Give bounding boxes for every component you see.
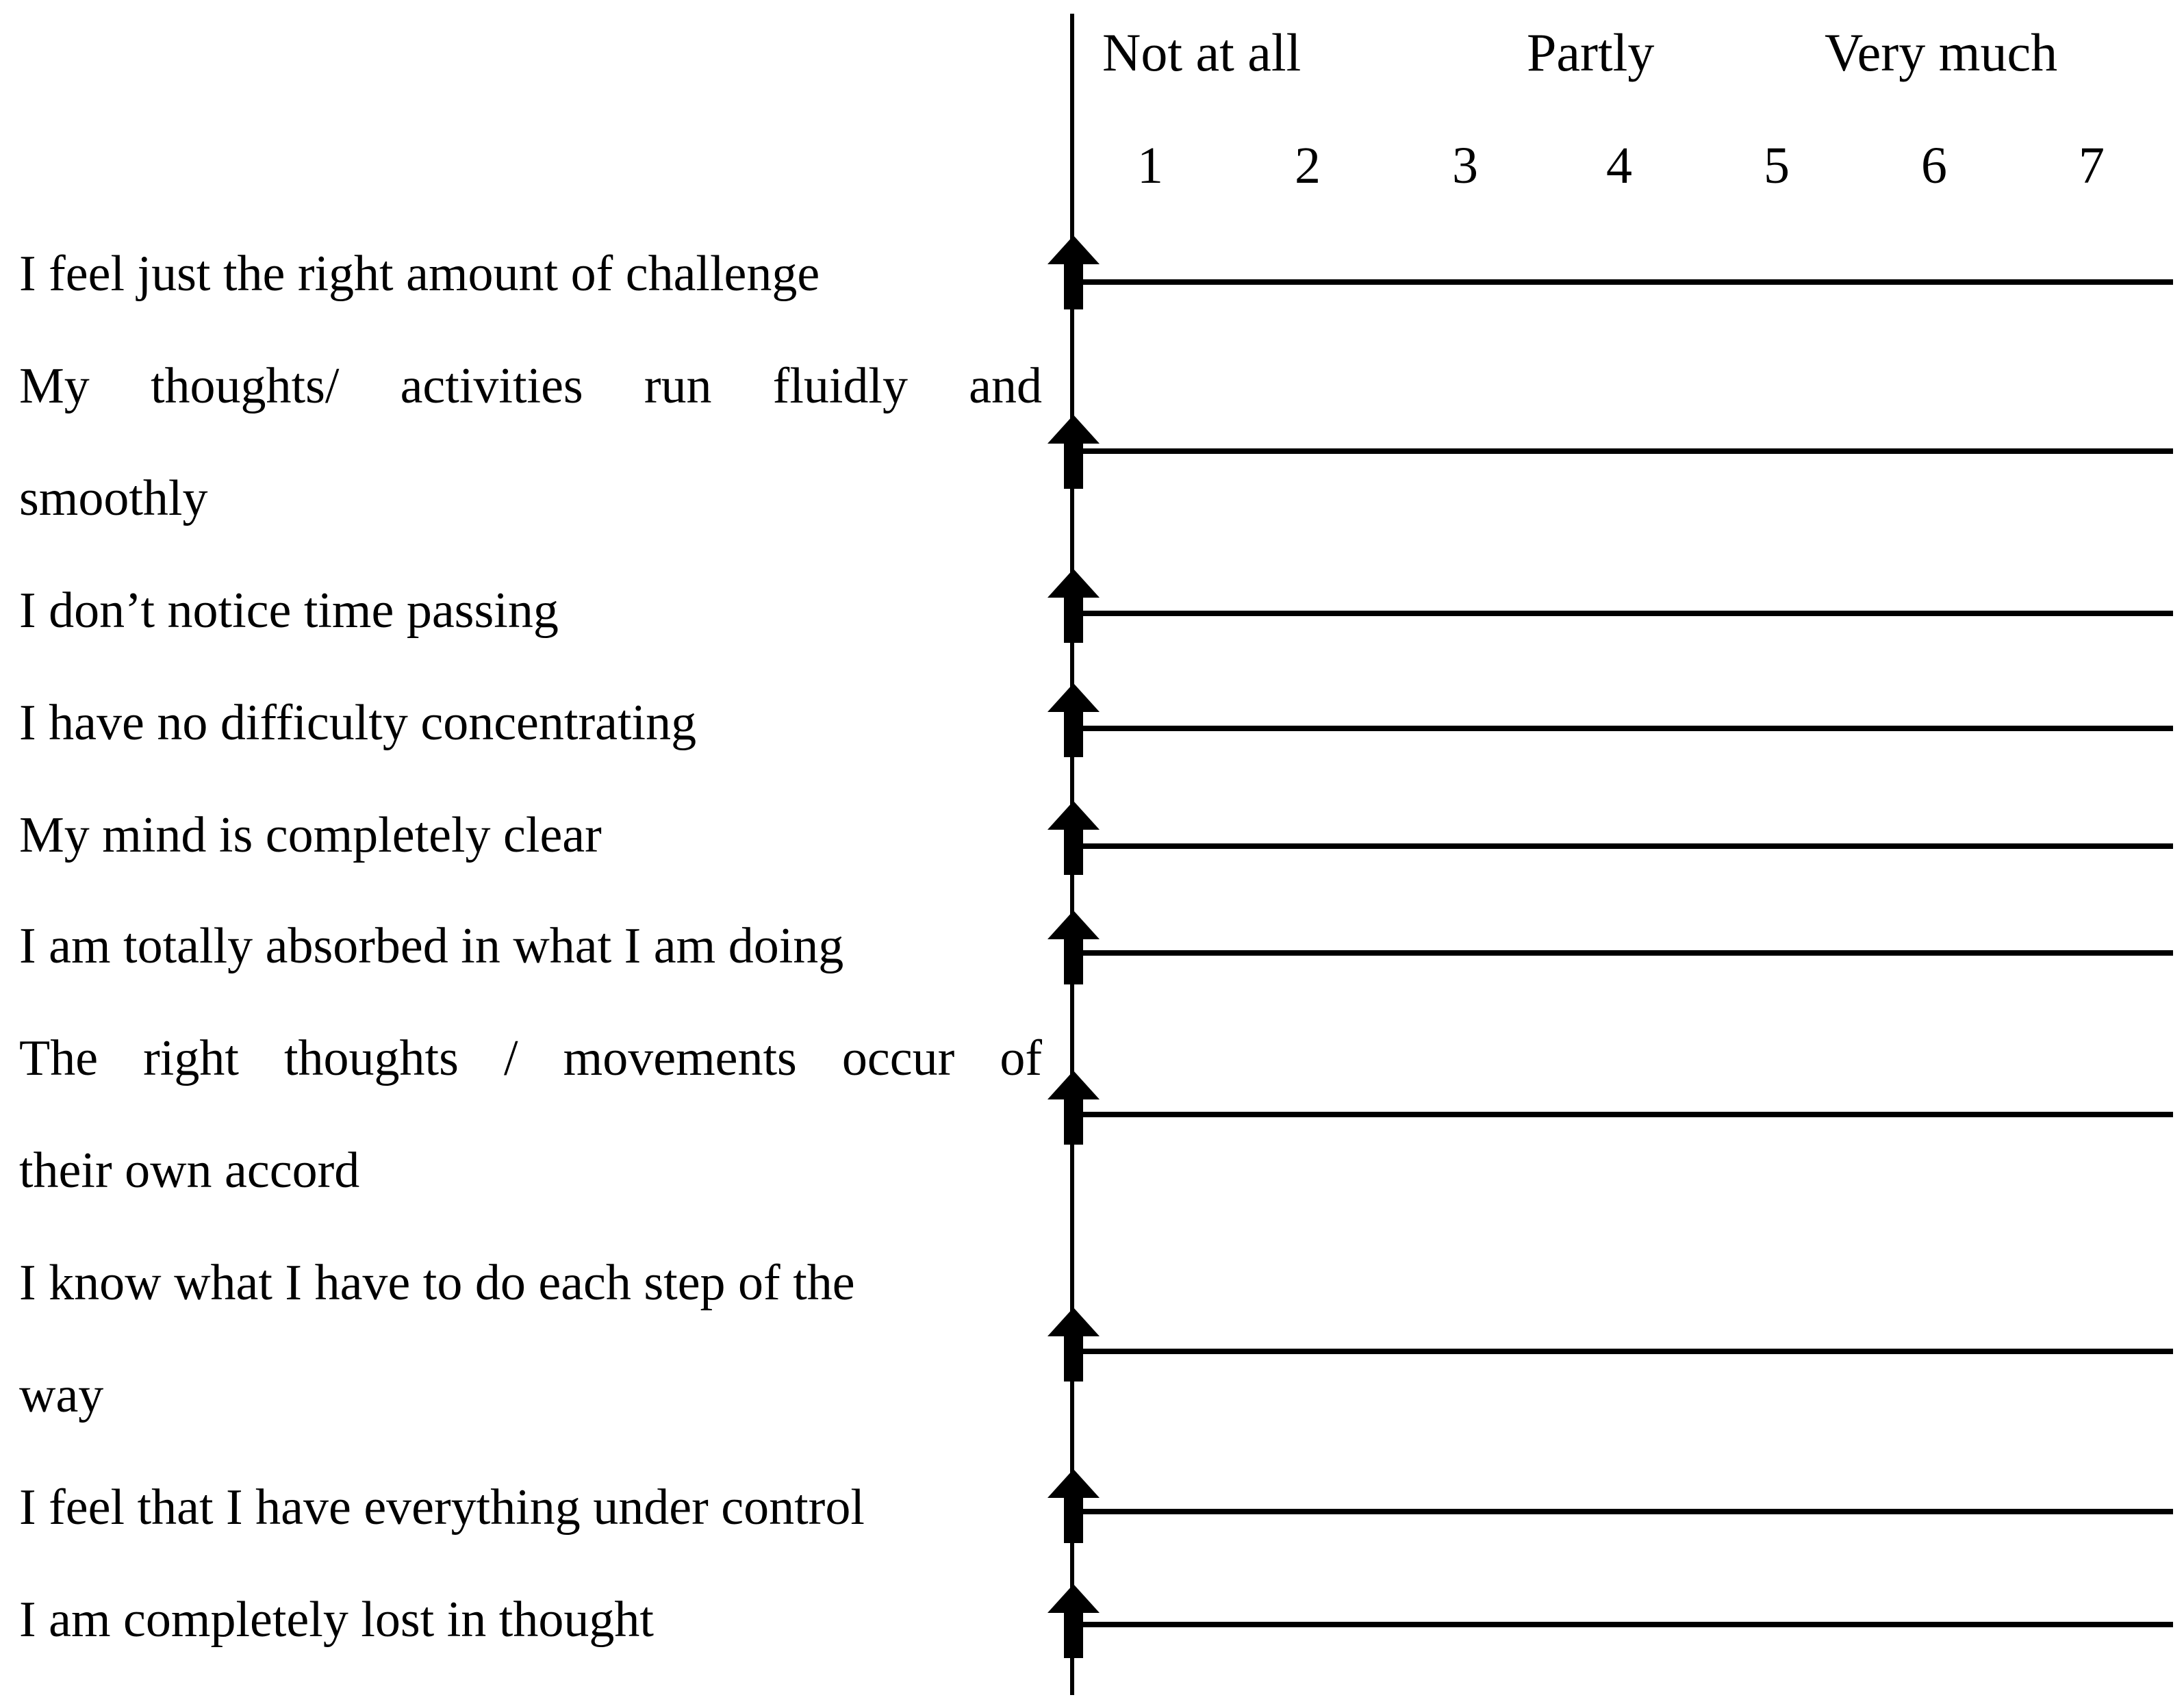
item-6-label: I am totally absorbed in what I am doing <box>19 918 844 974</box>
item-5-rating-line[interactable] <box>1071 843 2173 849</box>
item-4-label: I have no difficulty concentrating <box>19 695 697 751</box>
up-arrow-icon[interactable] <box>1047 1584 1100 1658</box>
item-2-label-line-2: smoothly <box>19 470 208 526</box>
anchor-not-at-all: Not at all <box>1102 23 1301 82</box>
item-5-label: My mind is completely clear <box>19 807 602 863</box>
up-arrow-icon[interactable] <box>1047 235 1100 309</box>
scale-number-6: 6 <box>1921 137 1947 194</box>
up-arrow-icon[interactable] <box>1047 1308 1100 1382</box>
up-arrow-icon[interactable] <box>1047 569 1100 643</box>
up-arrow-icon[interactable] <box>1047 1071 1100 1145</box>
scale-number-3: 3 <box>1452 137 1478 194</box>
item-8-rating-line[interactable] <box>1071 1349 2173 1354</box>
item-7-label-line-2: their own accord <box>19 1143 360 1199</box>
up-arrow-icon[interactable] <box>1047 415 1100 489</box>
item-8-label-line-1: I know what I have to do each step of the <box>19 1255 855 1311</box>
item-7-rating-line[interactable] <box>1071 1112 2173 1117</box>
up-arrow-icon[interactable] <box>1047 801 1100 875</box>
item-3-label: I don’t notice time passing <box>19 583 559 639</box>
anchor-partly: Partly <box>1527 23 1655 82</box>
scale-number-4: 4 <box>1606 137 1632 194</box>
scale-number-7: 7 <box>2079 137 2105 194</box>
item-2-rating-line[interactable] <box>1071 448 2173 454</box>
up-arrow-icon[interactable] <box>1047 911 1100 984</box>
scale-number-5: 5 <box>1764 137 1790 194</box>
scale-number-2: 2 <box>1295 137 1321 194</box>
item-1-label: I feel just the right amount of challenge <box>19 246 820 302</box>
up-arrow-icon[interactable] <box>1047 1469 1100 1543</box>
scale-number-1: 1 <box>1137 137 1163 194</box>
anchor-very-much: Very much <box>1825 23 2058 82</box>
item-1-rating-line[interactable] <box>1071 279 2173 285</box>
item-10-label: I am completely lost in thought <box>19 1592 654 1648</box>
item-9-rating-line[interactable] <box>1071 1509 2173 1514</box>
item-3-rating-line[interactable] <box>1071 611 2173 616</box>
item-7-label-line-1: The right thoughts / movements occur of <box>19 1030 1042 1086</box>
item-8-label-line-2: way <box>19 1367 104 1423</box>
item-2-label-line-1: My thoughts/ activities run fluidly and <box>19 358 1042 414</box>
item-9-label: I feel that I have everything under control <box>19 1479 865 1536</box>
item-10-rating-line[interactable] <box>1071 1622 2173 1627</box>
item-4-rating-line[interactable] <box>1071 726 2173 731</box>
up-arrow-icon[interactable] <box>1047 683 1100 757</box>
item-6-rating-line[interactable] <box>1071 950 2173 956</box>
